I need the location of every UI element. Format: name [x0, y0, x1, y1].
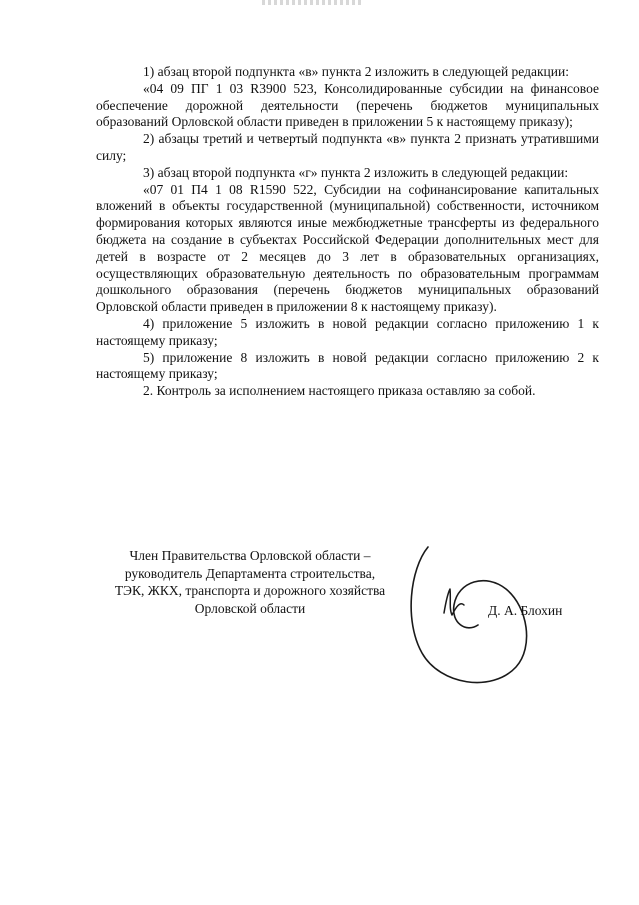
- paragraph-item-1-3: 3) абзац второй подпункта «г» пункта 2 изложить в следующей редакции:: [143, 164, 569, 180]
- signatory-title-block: [100, 547, 400, 617]
- signatory-title-line: ТЭК, ЖКХ, транспорта и дорожного хозяйства: [114, 583, 386, 598]
- signatory-title-line: Член Правительства Орловской области –: [129, 548, 371, 563]
- paragraph-item-1-5: 5) приложение 8 изложить в новой редакции согласно приложению 2 к настоящему приказу;: [96, 349, 599, 382]
- paragraph-item-2: 2. Контроль за исполнением настоящего приказа оставляю за собой.: [143, 383, 536, 399]
- document-body: [96, 64, 599, 400]
- paragraph-item-1-1: 1) абзац второй подпункта «в» пункта 2 изложить в следующей редакции:: [143, 64, 569, 79]
- paragraph-item-1-4: 4) приложение 5 изложить в новой редакции согласно приложению 1 к настоящему приказу;: [96, 315, 599, 348]
- signer-name: Д. А. Блохин: [488, 603, 563, 618]
- scan-header-artifact: [262, 0, 362, 5]
- paragraph-item-1-2: 2) абзацы третий и четвертый подпункта «в» пункта 2 признать утратившими силу;: [96, 131, 599, 163]
- paragraph-code-07-01: «07 01 П4 1 08 R1590 522, Субсидии на софинансирование капитальных вложений в объекты государственной (муниципальной) собственности, источником формирования которых являются иные межбюджетные трансферты из федерального бюджета на создание в субъектах Российской Федерации дополнительных мест для детей в возрасте от 2 месяцев до 3 лет в образовательных организациях, осуществляющих образовательную деятельность по образовательным программам дошкольного образования (перечень бюджетов муниципальных образований Орловской области приведен в приложении 8 к настоящему приказу).: [96, 181, 599, 315]
- paragraph-code-04-09: «04 09 ПГ 1 03 R3900 523, Консолидированные субсидии на финансовое обеспечение дорожной деятельности (перечень бюджетов муниципальных образований Орловской области приведен в приложении 5 к настоящему приказу);: [96, 80, 599, 130]
- signatory-title-line: Орловской области: [194, 600, 306, 616]
- signatory-title-line: руководитель Департамента строительства,: [124, 565, 376, 581]
